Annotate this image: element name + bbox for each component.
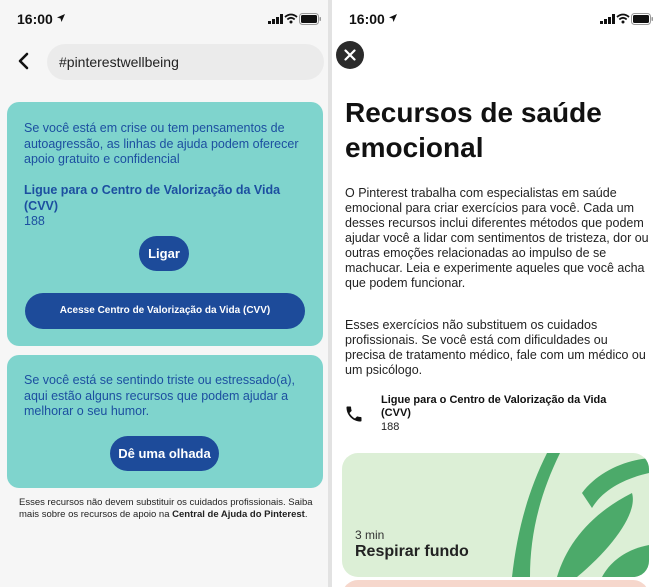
status-time: 16:00	[17, 11, 53, 27]
right-screen	[332, 0, 660, 587]
location-arrow-icon	[388, 13, 398, 23]
status-bar	[332, 0, 660, 38]
crisis-hotline-title: Ligue para o Centro de Valorização da Vida (CVV)	[24, 183, 281, 213]
status-time: 16:00	[349, 11, 385, 27]
left-screen	[0, 0, 328, 587]
signal-icon	[600, 14, 616, 24]
call-button[interactable]: Ligar	[139, 236, 189, 271]
disclaimer-text: Esses recursos não devem substituir os cuidados profissionais. Saiba mais sobre os recursos de apoio na	[19, 497, 313, 520]
next-exercise-card[interactable]	[342, 580, 649, 587]
access-cvv-button[interactable]: Acesse Centro de Valorização da Vida (CVV)	[25, 293, 305, 329]
help-center-link[interactable]: Central de Ajuda do Pinterest	[172, 509, 305, 520]
phone-icon	[344, 404, 364, 424]
battery-icon	[631, 13, 654, 25]
wifi-icon	[616, 13, 630, 24]
hotline-number[interactable]: 188	[381, 421, 400, 433]
battery-icon	[299, 13, 322, 25]
back-arrow-icon[interactable]	[14, 50, 34, 72]
hotline-title[interactable]: Ligue para o Centro de Valorização da Vida (CVV)	[381, 394, 607, 419]
disclaimer-end: .	[304, 509, 308, 520]
wifi-icon	[284, 13, 298, 24]
close-button[interactable]	[336, 41, 364, 69]
take-a-look-button[interactable]: Dê uma olhada	[110, 436, 219, 471]
exercise-duration: 3 min	[355, 528, 385, 542]
crisis-card	[7, 102, 323, 346]
signal-icon	[268, 14, 284, 24]
mood-resources-card	[7, 355, 323, 488]
exercise-title: Respirar fundo	[355, 543, 469, 560]
page-title: Recursos de saúde emocional	[345, 97, 602, 163]
exercise-card[interactable]	[342, 453, 649, 577]
intro-paragraph: O Pinterest trabalha com especialistas em saúde emocional para criar exercícios para você. Cada um desses recursos inclui diferentes métodos que podem ajudar você a lidar com sentimentos de tristeza, dor ou outras emoções relacionadas ao impulso de se machucar. Leia e experimente aqueles que você acha que podem funcionar.	[345, 186, 649, 290]
disclaimer-paragraph: Esses exercícios não substituem os cuidados profissionais. Se você está com dificuldades ou precisa de tratamento médico, fale com um médico ou um psicólogo.	[345, 318, 646, 377]
location-arrow-icon	[56, 13, 66, 23]
search-input[interactable]: #pinterestwellbeing	[47, 44, 324, 80]
disclaimer-footer	[19, 497, 315, 521]
status-bar	[0, 0, 328, 38]
crisis-hotline-number: 188	[24, 214, 45, 228]
mood-resources-text: Se você está se sentindo triste ou estressado(a), aqui estão alguns recursos que podem ajudar a melhorar o seu humor.	[24, 373, 295, 418]
close-icon	[344, 49, 356, 61]
crisis-text: Se você está em crise ou tem pensamentos de autoagressão, as linhas de ajuda podem oferecer apoio gratuito e confidencial	[24, 121, 299, 166]
